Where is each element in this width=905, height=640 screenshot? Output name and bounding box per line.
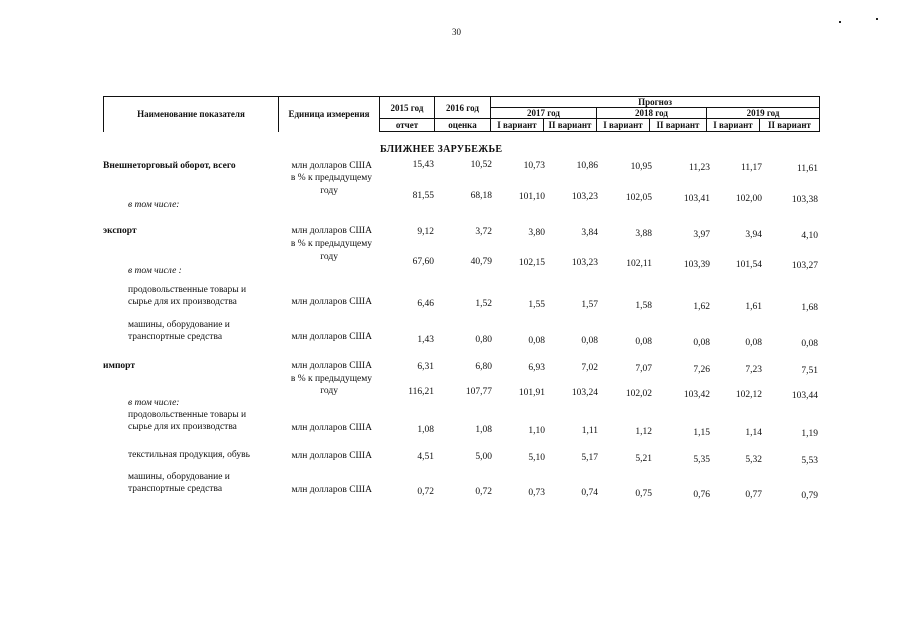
value-cell: 0,79 — [801, 491, 818, 501]
value-cell: 101,54 — [735, 260, 762, 270]
label-export-machinery-line2: транспортные средства — [128, 332, 223, 342]
header-estimate: оценка — [435, 119, 491, 132]
value-cell: 101,91 — [518, 388, 545, 398]
value-cell: 1,19 — [801, 429, 818, 439]
header-forecast: Прогноз — [491, 97, 820, 108]
value-cell: 7,23 — [745, 365, 762, 375]
label-export: экспорт — [103, 226, 137, 236]
label-export-machinery-line1: машины, оборудование и — [128, 320, 230, 330]
value-cell: 1,10 — [528, 426, 545, 436]
value-cell: 3,94 — [745, 230, 762, 240]
row-import-textile — [380, 452, 820, 464]
value-cell: 102,15 — [518, 258, 545, 268]
unit-usd: млн долларов США — [291, 161, 372, 171]
label-turnover: Внешнеторговый оборот, всего — [103, 161, 236, 171]
value-cell: 1,12 — [635, 427, 652, 437]
value-cell: 5,53 — [801, 456, 818, 466]
value-cell: 11,61 — [796, 164, 818, 174]
header-2016: 2016 год — [435, 97, 491, 119]
value-cell: 103,44 — [791, 391, 818, 401]
unit-percent-line1: в % к предыдущему — [290, 239, 372, 249]
header-2019-v2: II вариант — [760, 119, 820, 132]
header-2019: 2019 год — [707, 108, 820, 119]
value-cell: 0,08 — [635, 337, 652, 347]
value-cell: 5,35 — [693, 455, 710, 465]
value-cell: 67,60 — [412, 257, 434, 267]
scan-speck — [839, 21, 841, 23]
label-including: в том числе: — [128, 200, 180, 210]
value-cell: 7,07 — [635, 364, 652, 374]
value-cell: 10,86 — [576, 161, 598, 171]
value-cell: 5,10 — [528, 453, 545, 463]
value-cell: 3,72 — [475, 227, 492, 237]
row-export-percent — [380, 257, 820, 269]
row-import-food — [380, 425, 820, 437]
value-cell: 4,51 — [417, 452, 434, 462]
value-cell: 0,72 — [475, 487, 492, 497]
value-cell: 0,08 — [581, 336, 598, 346]
value-cell: 1,61 — [745, 302, 762, 312]
value-cell: 10,95 — [630, 162, 652, 172]
value-cell: 5,21 — [635, 454, 652, 464]
value-cell: 5,17 — [581, 453, 598, 463]
row-turnover-usd — [380, 160, 820, 172]
value-cell: 0,73 — [528, 488, 545, 498]
unit-usd: млн долларов США — [291, 297, 372, 307]
header-2015: 2015 год — [380, 97, 435, 119]
value-cell: 1,55 — [528, 300, 545, 310]
value-cell: 0,08 — [801, 339, 818, 349]
value-cell: 6,46 — [417, 299, 434, 309]
value-cell: 10,52 — [470, 160, 492, 170]
value-cell: 1,15 — [693, 428, 710, 438]
value-cell: 40,79 — [470, 257, 492, 267]
value-cell: 1,08 — [417, 425, 434, 435]
label-export-food-line2: сырье для их производства — [128, 297, 237, 307]
header-2017-v2: II вариант — [544, 119, 597, 132]
value-cell: 6,93 — [528, 363, 545, 373]
value-cell: 1,14 — [745, 428, 762, 438]
value-cell: 0,77 — [745, 490, 762, 500]
unit-usd: млн долларов США — [291, 423, 372, 433]
row-turnover-percent — [380, 191, 820, 203]
value-cell: 0,08 — [528, 336, 545, 346]
header-unit-cell: Единица измерения — [279, 97, 380, 132]
header-2018: 2018 год — [597, 108, 707, 119]
unit-usd: млн долларов США — [291, 226, 372, 236]
unit-percent-line2: году — [320, 386, 338, 396]
unit-percent-line1: в % к предыдущему — [290, 173, 372, 183]
label-import-food-line1: продовольственные товары и — [128, 410, 247, 420]
value-cell: 6,80 — [475, 362, 492, 372]
value-cell: 1,43 — [417, 335, 434, 345]
value-cell: 0,08 — [693, 338, 710, 348]
value-cell: 103,42 — [683, 390, 710, 400]
table-header — [103, 96, 820, 132]
row-export-usd — [380, 227, 820, 239]
value-cell: 9,12 — [417, 227, 434, 237]
value-cell: 102,00 — [735, 194, 762, 204]
value-cell: 102,02 — [625, 389, 652, 399]
value-cell: 11,17 — [740, 163, 762, 173]
header-2017-v1: I вариант — [491, 119, 544, 132]
value-cell: 102,11 — [626, 259, 652, 269]
value-cell: 1,11 — [581, 426, 598, 436]
value-cell: 81,55 — [412, 191, 434, 201]
unit-usd: млн долларов США — [291, 451, 372, 461]
unit-usd: млн долларов США — [291, 332, 372, 342]
header-2018-v2: II вариант — [650, 119, 707, 132]
value-cell: 3,97 — [693, 230, 710, 240]
value-cell: 4,10 — [801, 231, 818, 241]
section-title: БЛИЖНЕЕ ЗАРУБЕЖЬЕ — [380, 144, 503, 155]
scan-speck — [876, 18, 878, 20]
label-import: импорт — [103, 361, 135, 371]
label-import-machinery-line2: транспортные средства — [128, 484, 223, 494]
row-import-percent — [380, 387, 820, 399]
value-cell: 0,80 — [475, 335, 492, 345]
label-import-food-line2: сырье для их производства — [128, 422, 237, 432]
value-cell: 103,38 — [791, 195, 818, 205]
value-cell: 10,73 — [523, 161, 545, 171]
header-2019-v1: I вариант — [707, 119, 760, 132]
value-cell: 103,24 — [571, 388, 598, 398]
header-name-cell: Наименование показателя — [104, 97, 279, 132]
row-import-machinery — [380, 487, 820, 499]
value-cell: 7,26 — [693, 365, 710, 375]
value-cell: 103,23 — [571, 192, 598, 202]
value-cell: 0,75 — [635, 489, 652, 499]
unit-usd: млн долларов США — [291, 361, 372, 371]
value-cell: 103,39 — [683, 260, 710, 270]
value-cell: 1,58 — [635, 301, 652, 311]
value-cell: 107,77 — [465, 387, 492, 397]
value-cell: 7,02 — [581, 363, 598, 373]
value-cell: 0,76 — [693, 490, 710, 500]
value-cell: 3,88 — [635, 229, 652, 239]
row-import-usd — [380, 362, 820, 374]
value-cell: 0,74 — [581, 488, 598, 498]
value-cell: 15,43 — [412, 160, 434, 170]
header-report: отчет — [380, 119, 435, 132]
unit-usd: млн долларов США — [291, 485, 372, 495]
value-cell: 103,23 — [571, 258, 598, 268]
value-cell: 103,41 — [683, 194, 710, 204]
value-cell: 1,57 — [581, 300, 598, 310]
value-cell: 102,05 — [625, 193, 652, 203]
value-cell: 6,31 — [417, 362, 434, 372]
unit-percent-line2: году — [320, 186, 338, 196]
header-2017: 2017 год — [491, 108, 597, 119]
value-cell: 5,32 — [745, 455, 762, 465]
label-including: в том числе : — [128, 266, 182, 276]
value-cell: 7,51 — [801, 366, 818, 376]
row-export-machinery — [380, 335, 820, 347]
value-cell: 1,08 — [475, 425, 492, 435]
value-cell: 0,08 — [745, 338, 762, 348]
value-cell: 102,12 — [735, 390, 762, 400]
value-cell: 11,23 — [688, 163, 710, 173]
value-cell: 1,68 — [801, 303, 818, 313]
label-import-machinery-line1: машины, оборудование и — [128, 472, 230, 482]
value-cell: 116,21 — [408, 387, 434, 397]
header-2018-v1: I вариант — [597, 119, 650, 132]
value-cell: 101,10 — [518, 192, 545, 202]
value-cell: 5,00 — [475, 452, 492, 462]
label-including: в том числе: — [128, 398, 180, 408]
value-cell: 1,52 — [475, 299, 492, 309]
page-number: 30 — [452, 27, 461, 37]
label-export-food-line1: продовольственные товары и — [128, 285, 247, 295]
value-cell: 103,27 — [791, 261, 818, 271]
value-cell: 68,18 — [470, 191, 492, 201]
row-export-food — [380, 299, 820, 311]
value-cell: 1,62 — [693, 302, 710, 312]
label-import-textile: текстильная продукция, обувь — [128, 450, 250, 460]
unit-percent-line2: году — [320, 252, 338, 262]
unit-percent-line1: в % к предыдущему — [290, 374, 372, 384]
value-cell: 3,80 — [528, 228, 545, 238]
value-cell: 0,72 — [417, 487, 434, 497]
value-cell: 3,84 — [581, 228, 598, 238]
